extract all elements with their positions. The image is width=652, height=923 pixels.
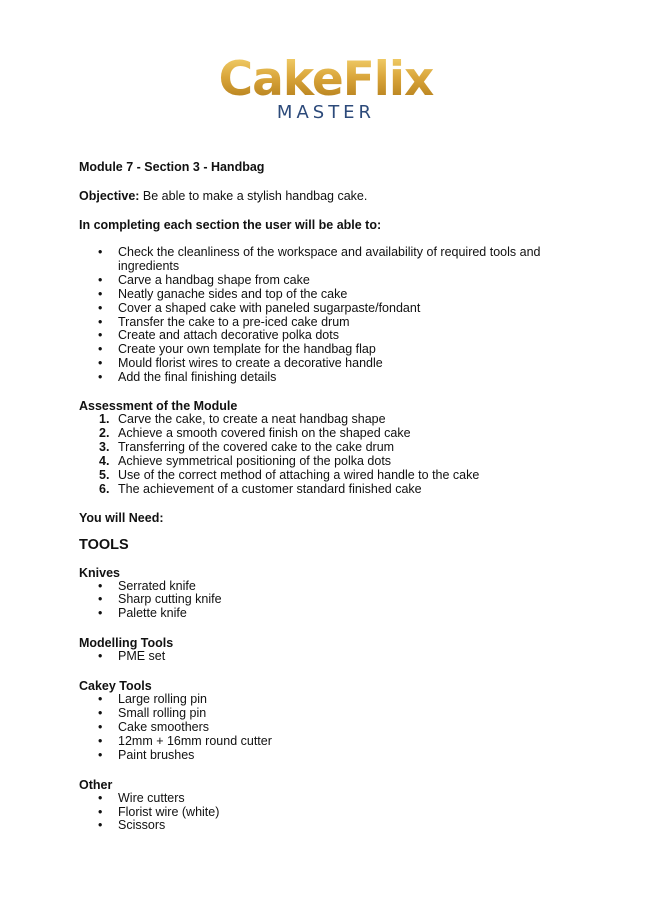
list-item xyxy=(79,427,579,441)
cakey-tools-list xyxy=(79,693,579,763)
item-number: 1. xyxy=(99,412,110,427)
list-item xyxy=(79,469,579,483)
list-item: • Create your own template for the handbag flap xyxy=(79,343,579,357)
completing-heading: In completing each section the user will be able to: xyxy=(79,218,382,232)
list-item: • Sharp cutting knife xyxy=(79,593,579,607)
list-item: • Create and attach decorative polka dots xyxy=(79,329,579,343)
list-item: • Large rolling pin xyxy=(79,693,579,707)
assessment-list xyxy=(79,413,579,496)
item-text: The achievement of a customer standard finished cake xyxy=(118,481,422,496)
item-text: Transferring of the covered cake to the cake drum xyxy=(118,439,395,454)
other-heading: Other xyxy=(79,777,113,792)
item-text: Use of the correct method of attaching a wired handle to the cake xyxy=(118,467,480,482)
list-item xyxy=(79,455,579,469)
module-title: Module 7 - Section 3 - Handbag xyxy=(79,160,265,174)
assessment-heading: Assessment of the Module xyxy=(79,399,238,414)
objective-label: Objective: xyxy=(79,189,140,203)
document-body xyxy=(79,160,579,833)
list-item xyxy=(79,441,579,455)
cakeflix-logo xyxy=(0,52,652,123)
tools-heading: TOOLS xyxy=(79,536,129,553)
item-number: 6. xyxy=(99,481,110,496)
logo-subtitle: MASTER xyxy=(276,102,376,123)
list-item: • Cake smoothers xyxy=(79,721,579,735)
list-item: • Check the cleanliness of the workspace and availability of required tools and ingredients xyxy=(79,246,579,274)
list-item: • Mould florist wires to create a decorative handle xyxy=(79,357,579,371)
list-item: • Transfer the cake to a pre-iced cake drum xyxy=(79,316,579,330)
list-item: • Florist wire (white) xyxy=(79,806,579,820)
list-item xyxy=(79,483,579,497)
knives-list xyxy=(79,580,579,622)
list-item: • Palette knife xyxy=(79,607,579,621)
other-list xyxy=(79,792,579,834)
list-item: • Small rolling pin xyxy=(79,707,579,721)
item-number: 5. xyxy=(99,467,110,482)
item-number: 3. xyxy=(99,439,110,454)
cakey-tools-heading: Cakey Tools xyxy=(79,679,152,694)
item-text: Carve the cake, to create a neat handbag shape xyxy=(118,412,386,427)
knives-heading: Knives xyxy=(79,565,120,580)
list-item: • Scissors xyxy=(79,819,579,833)
list-item: • Wire cutters xyxy=(79,792,579,806)
objective-line xyxy=(79,189,579,203)
completing-list xyxy=(79,246,579,385)
logo-wordmark: CakeFlix xyxy=(0,56,652,104)
objective-text: Be able to make a stylish handbag cake. xyxy=(139,189,368,203)
list-item: • 12mm + 16mm round cutter xyxy=(79,735,579,749)
list-item: • Neatly ganache sides and top of the cake xyxy=(79,288,579,302)
modelling-tools-heading: Modelling Tools xyxy=(79,636,174,651)
you-will-need-heading: You will Need: xyxy=(79,510,164,525)
list-item: • Paint brushes xyxy=(79,749,579,763)
item-text: Achieve symmetrical positioning of the polka dots xyxy=(118,453,392,468)
item-text: Achieve a smooth covered finish on the shaped cake xyxy=(118,425,411,440)
item-number: 2. xyxy=(99,425,110,440)
list-item: • Add the final finishing details xyxy=(79,371,579,385)
item-number: 4. xyxy=(99,453,110,468)
list-item: • Serrated knife xyxy=(79,580,579,594)
list-item: • Carve a handbag shape from cake xyxy=(79,274,579,288)
list-item: • PME set xyxy=(79,650,579,664)
modelling-tools-list xyxy=(79,650,579,664)
list-item: • Cover a shaped cake with paneled sugarpaste/fondant xyxy=(79,302,579,316)
list-item xyxy=(79,413,579,427)
